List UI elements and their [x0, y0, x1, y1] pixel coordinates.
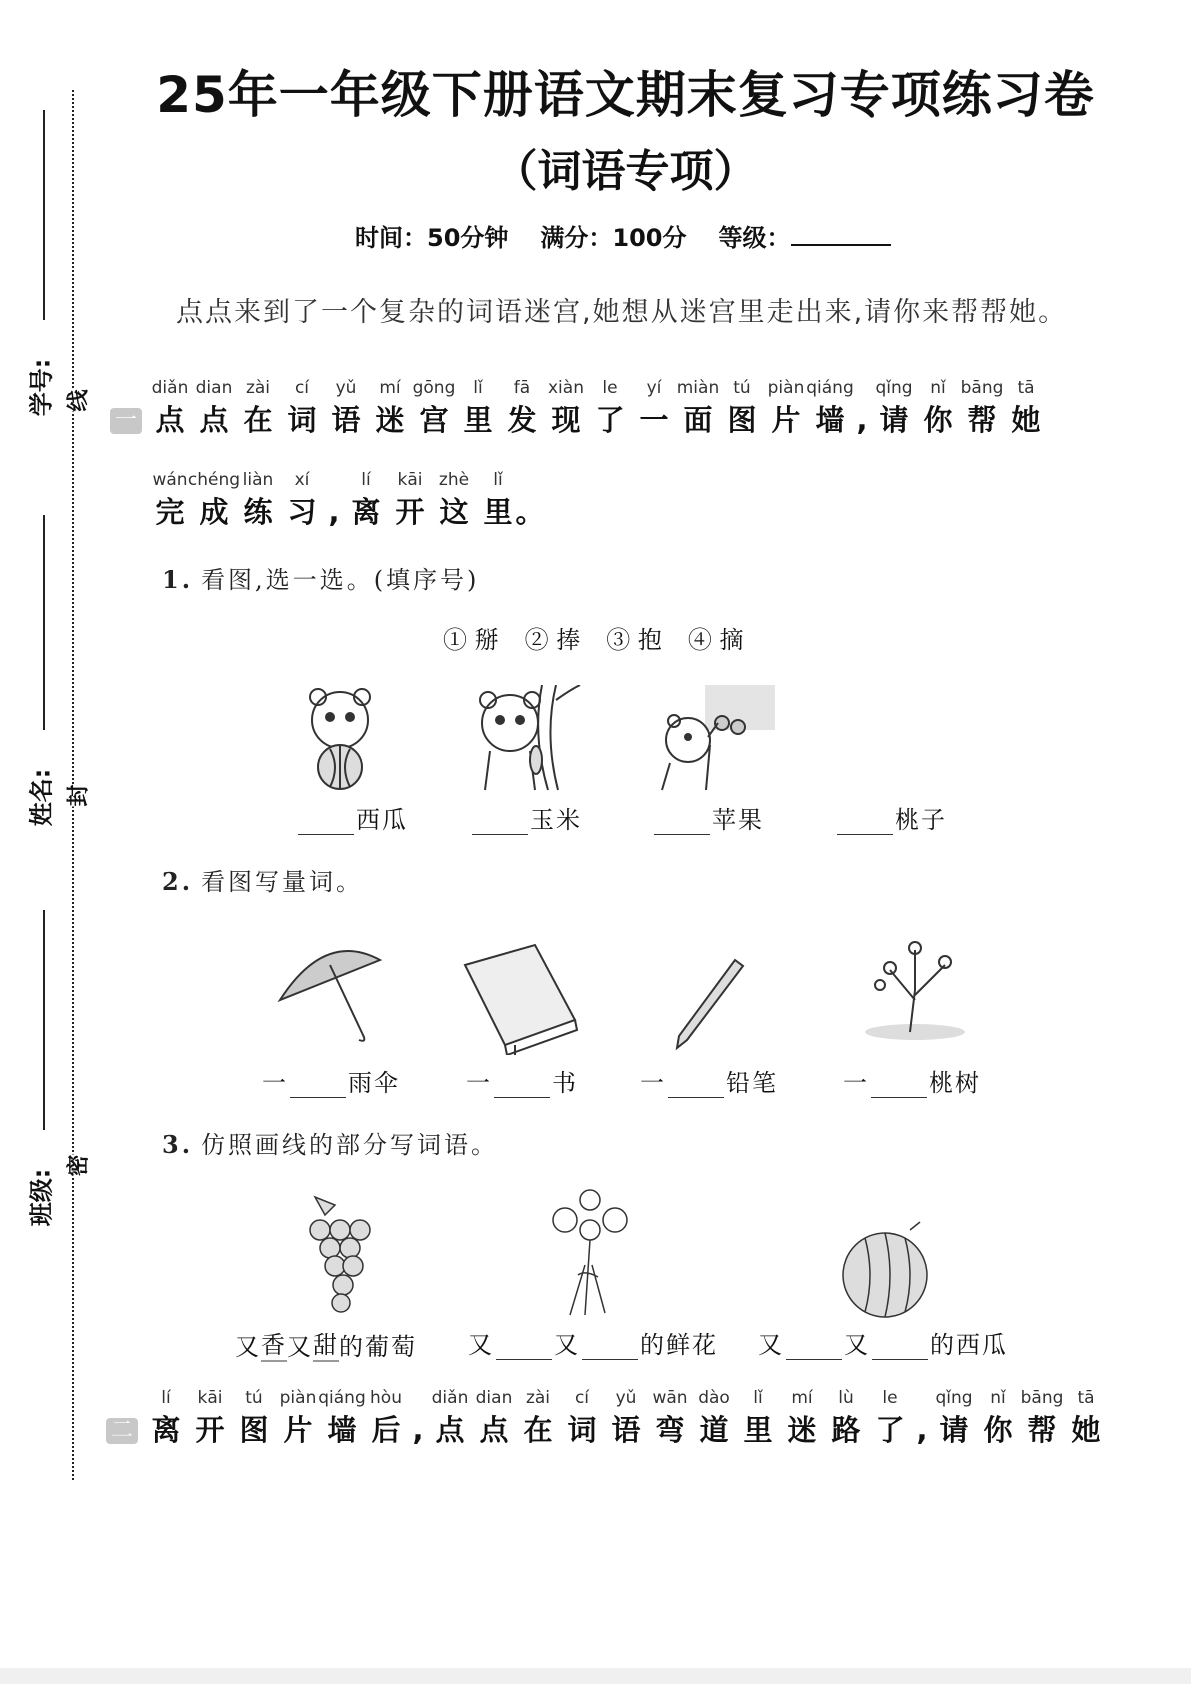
- time-limit: 时间：50分钟: [355, 224, 509, 252]
- hanzi: 这: [439, 495, 469, 529]
- name-field[interactable]: [43, 515, 45, 730]
- pinyin-char-unit: [188, 1388, 232, 1450]
- grapes-icon: [310, 1197, 370, 1312]
- pinyin: yǔ: [615, 1388, 637, 1408]
- q3-item-watermelon: [758, 1325, 1008, 1360]
- hanzi: 了: [595, 403, 625, 437]
- page-subtitle: （词语专项）: [493, 146, 758, 197]
- hanzi: 你: [983, 1413, 1013, 1447]
- hanzi: 你: [923, 403, 953, 437]
- pinyin: yǔ: [335, 378, 357, 398]
- pinyin-char-unit: [932, 1388, 976, 1450]
- pinyin: tú: [245, 1388, 263, 1408]
- pinyin-char-unit: [472, 1388, 516, 1450]
- hanzi: 弯: [655, 1413, 685, 1447]
- example-noun: 的葡萄: [339, 1333, 417, 1361]
- flower-bouquet-icon: [553, 1190, 627, 1315]
- pinyin: chéng: [187, 470, 241, 490]
- pinyin: kāi: [397, 470, 423, 490]
- pinyin: dào: [698, 1388, 730, 1408]
- pinyin: gōng: [412, 378, 456, 398]
- question-1: [162, 560, 479, 595]
- pinyin: zài: [525, 1388, 551, 1408]
- hanzi: 点: [199, 403, 229, 437]
- pinyin-char-unit: [1064, 1388, 1108, 1450]
- pinyin-char-unit: [280, 378, 324, 440]
- pinyin-char-unit: [824, 1388, 868, 1450]
- pinyin: dian: [195, 378, 233, 398]
- pencil-icon: [677, 960, 743, 1048]
- full-score: 满分：100分: [540, 224, 687, 252]
- pinyin: lù: [838, 1388, 854, 1408]
- q3-number: 3.: [162, 1130, 194, 1159]
- pinyin-char-unit: [868, 1388, 912, 1450]
- hanzi: 片: [771, 403, 801, 437]
- pinyin-char-unit: [388, 470, 432, 532]
- pinyin-char-unit: [324, 470, 344, 532]
- pinyin-char-unit: [676, 378, 720, 440]
- q2-item-pencil: [640, 1063, 778, 1098]
- pinyin-char-unit: [236, 378, 280, 440]
- question-3: [162, 1125, 498, 1160]
- q1-item-label: 桃子: [895, 806, 947, 834]
- hanzi: 练: [243, 495, 273, 529]
- you-char: 又: [758, 1331, 784, 1359]
- hanzi: 墙: [815, 403, 845, 437]
- pinyin-char-unit: [560, 1388, 604, 1450]
- pinyin: dian: [475, 1388, 513, 1408]
- hanzi: 图: [239, 1413, 269, 1447]
- answer-blank[interactable]: [654, 810, 710, 835]
- section2-line1: [106, 1388, 1108, 1450]
- answer-blank[interactable]: [472, 810, 528, 835]
- intro-paragraph: 点点来到了一个复杂的词语迷宫,她想从迷宫里走出来,请你来帮帮她。: [176, 297, 1068, 328]
- q1-item-peach: [835, 800, 947, 835]
- you-char: 又: [844, 1331, 870, 1359]
- pinyin: le: [602, 378, 618, 398]
- hanzi: 。: [515, 495, 545, 529]
- pinyin-char-unit: [720, 378, 764, 440]
- bear-corn-icon: [480, 685, 580, 790]
- q1-item-corn: [470, 800, 582, 835]
- pinyin: qǐng: [935, 1388, 973, 1408]
- pinyin: lí: [161, 1388, 171, 1408]
- pinyin-char-unit: [588, 378, 632, 440]
- pinyin-char-unit: [364, 1388, 408, 1450]
- pinyin: nǐ: [990, 1388, 1006, 1408]
- hanzi: 在: [243, 403, 273, 437]
- pinyin: tā: [1077, 1388, 1095, 1408]
- hanzi: 点: [155, 403, 185, 437]
- q3-illustrations: [285, 1185, 945, 1320]
- q3-item-flowers: [468, 1325, 718, 1360]
- hanzi: 了: [875, 1413, 905, 1447]
- pinyin-char-unit: [912, 1388, 932, 1450]
- q2-item-label: 书: [552, 1069, 578, 1097]
- pinyin-char-unit: [192, 378, 236, 440]
- hanzi: 宫: [419, 403, 449, 437]
- q3-text: 仿照画线的部分写词语。: [201, 1131, 499, 1159]
- peach-tree-icon: [865, 942, 965, 1040]
- q2-item-peach-tree: [843, 1063, 981, 1098]
- hanzi: 语: [331, 403, 361, 437]
- pinyin-char-unit: [648, 1388, 692, 1450]
- pinyin-char-unit: [236, 470, 280, 532]
- q1-item-watermelon: [296, 800, 408, 835]
- q2-item-book: [466, 1063, 578, 1098]
- hanzi: 里: [483, 495, 513, 529]
- hanzi: ,: [412, 1413, 424, 1447]
- pinyin: wán: [152, 470, 188, 490]
- hanzi: 语: [611, 1413, 641, 1447]
- pinyin: lí: [361, 470, 371, 490]
- hanzi: 帮: [1027, 1413, 1057, 1447]
- hanzi: 完: [155, 495, 185, 529]
- pinyin-char-unit: [320, 1388, 364, 1450]
- q2-item-label: 雨伞: [348, 1069, 400, 1097]
- q1-number: 1.: [162, 565, 194, 594]
- umbrella-icon: [280, 951, 380, 1041]
- hanzi: 在: [523, 1413, 553, 1447]
- pinyin: bāng: [960, 378, 1004, 398]
- pinyin-char-unit: [432, 470, 476, 532]
- hanzi: 迷: [787, 1413, 817, 1447]
- q1-item-label: 西瓜: [356, 806, 408, 834]
- hanzi: 后: [371, 1413, 401, 1447]
- pinyin-char-unit: [960, 378, 1004, 440]
- answer-blank[interactable]: [872, 1335, 928, 1360]
- pinyin-char-unit: [736, 1388, 780, 1450]
- class-label: 班级:: [27, 1168, 56, 1227]
- example-you1: 又: [235, 1333, 261, 1361]
- pinyin: tā: [1017, 378, 1035, 398]
- section1-badge: 一: [110, 408, 142, 434]
- pinyin-char-unit: [344, 470, 388, 532]
- q1-item-label: 玉米: [530, 806, 582, 834]
- seal-line-char: 线: [62, 389, 93, 411]
- hanzi: 开: [195, 1413, 225, 1447]
- pinyin: fā: [513, 378, 531, 398]
- pinyin-char-unit: [148, 470, 192, 532]
- answer-blank[interactable]: [871, 1073, 927, 1098]
- hanzi: 图: [727, 403, 757, 437]
- pinyin-char-unit: [280, 470, 324, 532]
- q3-example: [235, 1325, 417, 1362]
- pinyin: lǐ: [753, 1388, 763, 1408]
- pinyin: piàn: [767, 378, 805, 398]
- you-char: 又: [468, 1331, 494, 1359]
- answer-blank[interactable]: [582, 1335, 638, 1360]
- grade-blank[interactable]: [791, 220, 891, 246]
- section1-line1-text: [148, 378, 1048, 440]
- hanzi: 词: [567, 1413, 597, 1447]
- pinyin: hòu: [370, 1388, 402, 1408]
- hanzi: 里: [743, 1413, 773, 1447]
- hanzi: 离: [151, 1413, 181, 1447]
- pinyin-char-unit: [604, 1388, 648, 1450]
- pinyin: nǐ: [930, 378, 946, 398]
- q3-item-label: 的西瓜: [930, 1331, 1008, 1359]
- pinyin-char-unit: [544, 378, 588, 440]
- name-label: 姓名:: [27, 768, 56, 827]
- q2-number: 2.: [162, 867, 194, 896]
- hanzi: 里: [463, 403, 493, 437]
- q3-item-label: 的鲜花: [640, 1331, 718, 1359]
- section1-line1: [110, 378, 1048, 440]
- hanzi: 墙: [327, 1413, 357, 1447]
- answer-blank[interactable]: [298, 810, 354, 835]
- q2-text: 看图写量词。: [201, 868, 364, 896]
- page-title: 25年一年级下册语文期末复习专项练习卷: [156, 66, 1095, 124]
- pinyin-char-unit: [872, 378, 916, 440]
- pinyin: mí: [791, 1388, 813, 1408]
- example-underlined-word: 香: [261, 1325, 287, 1362]
- pinyin-char-unit: [232, 1388, 276, 1450]
- pinyin-char-unit: [148, 378, 192, 440]
- pinyin: zài: [245, 378, 271, 398]
- pinyin: zhè: [438, 470, 470, 490]
- hanzi: 现: [551, 403, 581, 437]
- hanzi: 点: [435, 1413, 465, 1447]
- pinyin-char-unit: [144, 1388, 188, 1450]
- hanzi: 一: [639, 403, 669, 437]
- q1-text: 看图,选一选。(填序号): [201, 566, 480, 594]
- pinyin-char-unit: [516, 1388, 560, 1450]
- pinyin-char-unit: [476, 470, 520, 532]
- pinyin-char-unit: [976, 1388, 1020, 1450]
- pinyin: yí: [646, 378, 662, 398]
- q2-item-label: 桃树: [929, 1069, 981, 1097]
- hanzi: 她: [1011, 403, 1041, 437]
- q1-option: ② 捧: [524, 626, 581, 654]
- q1-option: ④ 摘: [687, 626, 744, 654]
- pinyin: lǐ: [473, 378, 483, 398]
- hanzi: 面: [683, 403, 713, 437]
- pinyin-char-unit: [500, 378, 544, 440]
- pinyin-char-unit: [324, 378, 368, 440]
- pinyin: piàn: [279, 1388, 317, 1408]
- pinyin: liàn: [242, 470, 274, 490]
- pinyin: qǐng: [875, 378, 913, 398]
- answer-blank[interactable]: [496, 1335, 552, 1360]
- pinyin: tú: [733, 378, 751, 398]
- pinyin: bāng: [1020, 1388, 1064, 1408]
- pinyin-char-unit: [764, 378, 808, 440]
- pinyin: qiáng: [318, 1388, 366, 1408]
- hanzi: ,: [328, 495, 340, 529]
- seal-secret-char: 密: [62, 1154, 93, 1176]
- pinyin: cí: [574, 1388, 590, 1408]
- answer-blank[interactable]: [494, 1073, 550, 1098]
- hanzi: 成: [199, 495, 229, 529]
- hanzi: 她: [1071, 1413, 1101, 1447]
- pinyin: lǐ: [493, 470, 503, 490]
- hanzi: 请: [939, 1413, 969, 1447]
- pinyin-char-unit: [412, 378, 456, 440]
- q2-item-umbrella: [262, 1063, 400, 1098]
- pinyin-char-unit: [187, 470, 241, 532]
- exam-meta: [355, 218, 891, 253]
- one-prefix: 一: [262, 1069, 288, 1097]
- pinyin: kāi: [197, 1388, 223, 1408]
- pinyin-char-unit: [1004, 378, 1048, 440]
- hanzi: 点: [479, 1413, 509, 1447]
- hanzi: ,: [916, 1413, 928, 1447]
- you-char: 又: [554, 1331, 580, 1359]
- one-prefix: 一: [640, 1069, 666, 1097]
- section2-badge: 二: [106, 1418, 138, 1444]
- pinyin-char-unit: [408, 1388, 428, 1450]
- pinyin-char-unit: [456, 378, 500, 440]
- seal-seal-char: 封: [62, 784, 93, 806]
- book-icon: [465, 945, 577, 1055]
- pinyin-char-unit: [808, 378, 852, 440]
- pinyin: xiàn: [548, 378, 584, 398]
- pinyin: qiáng: [806, 378, 854, 398]
- pinyin: miàn: [676, 378, 720, 398]
- grade-label: [719, 218, 891, 253]
- q2-item-label: 铅笔: [726, 1069, 778, 1097]
- example-you2: 又: [287, 1333, 313, 1361]
- pinyin: xí: [294, 470, 310, 490]
- q1-options: [443, 620, 744, 655]
- pinyin: cí: [294, 378, 310, 398]
- hanzi: 片: [283, 1413, 313, 1447]
- hanzi: 离: [351, 495, 381, 529]
- hanzi: 习: [287, 495, 317, 529]
- pinyin: le: [882, 1388, 898, 1408]
- pinyin-char-unit: [852, 378, 872, 440]
- section2-line1-text: [144, 1388, 1108, 1450]
- pinyin: wān: [652, 1388, 688, 1408]
- q1-option: ③ 抱: [606, 626, 662, 654]
- watermelon-icon: [843, 1222, 927, 1317]
- answer-blank[interactable]: [786, 1335, 842, 1360]
- one-prefix: 一: [843, 1069, 869, 1097]
- q2-illustrations: [275, 940, 995, 1055]
- q1-option: ① 掰: [443, 626, 499, 654]
- one-prefix: 一: [466, 1069, 492, 1097]
- page-bottom-edge: [0, 1668, 1191, 1684]
- pinyin: mí: [379, 378, 401, 398]
- question-2: [162, 862, 363, 897]
- hanzi: 发: [507, 403, 537, 437]
- hanzi: 道: [699, 1413, 729, 1447]
- hanzi: 开: [395, 495, 425, 529]
- pinyin-char-unit: [276, 1388, 320, 1450]
- student-no-label: 学号:: [27, 358, 56, 417]
- example-underlined-word: 甜: [313, 1325, 339, 1362]
- pinyin-char-unit: [515, 470, 545, 532]
- pinyin-char-unit: [368, 378, 412, 440]
- pinyin-char-unit: [780, 1388, 824, 1450]
- hanzi: 路: [831, 1413, 861, 1447]
- answer-blank[interactable]: [837, 810, 893, 835]
- q1-bear-illustrations: [300, 685, 780, 795]
- hanzi: 请: [879, 403, 909, 437]
- pinyin: diǎn: [431, 1388, 469, 1408]
- class-field[interactable]: [43, 910, 45, 1130]
- hanzi: ,: [856, 403, 868, 437]
- pinyin-char-unit: [916, 378, 960, 440]
- bear-apple-icon: [662, 685, 775, 790]
- pinyin-char-unit: [428, 1388, 472, 1450]
- pinyin-char-unit: [1020, 1388, 1064, 1450]
- q1-item-label: 苹果: [712, 806, 764, 834]
- pinyin-char-unit: [692, 1388, 736, 1450]
- hanzi: 帮: [967, 403, 997, 437]
- answer-blank[interactable]: [290, 1073, 346, 1098]
- q1-item-apple: [652, 800, 764, 835]
- section1-line2: [148, 470, 545, 532]
- hanzi: 迷: [375, 403, 405, 437]
- pinyin: diǎn: [151, 378, 189, 398]
- answer-blank[interactable]: [668, 1073, 724, 1098]
- hanzi: 词: [287, 403, 317, 437]
- pinyin-char-unit: [632, 378, 676, 440]
- bear-watermelon-icon: [310, 689, 370, 789]
- grade-text: 等级：: [718, 224, 791, 252]
